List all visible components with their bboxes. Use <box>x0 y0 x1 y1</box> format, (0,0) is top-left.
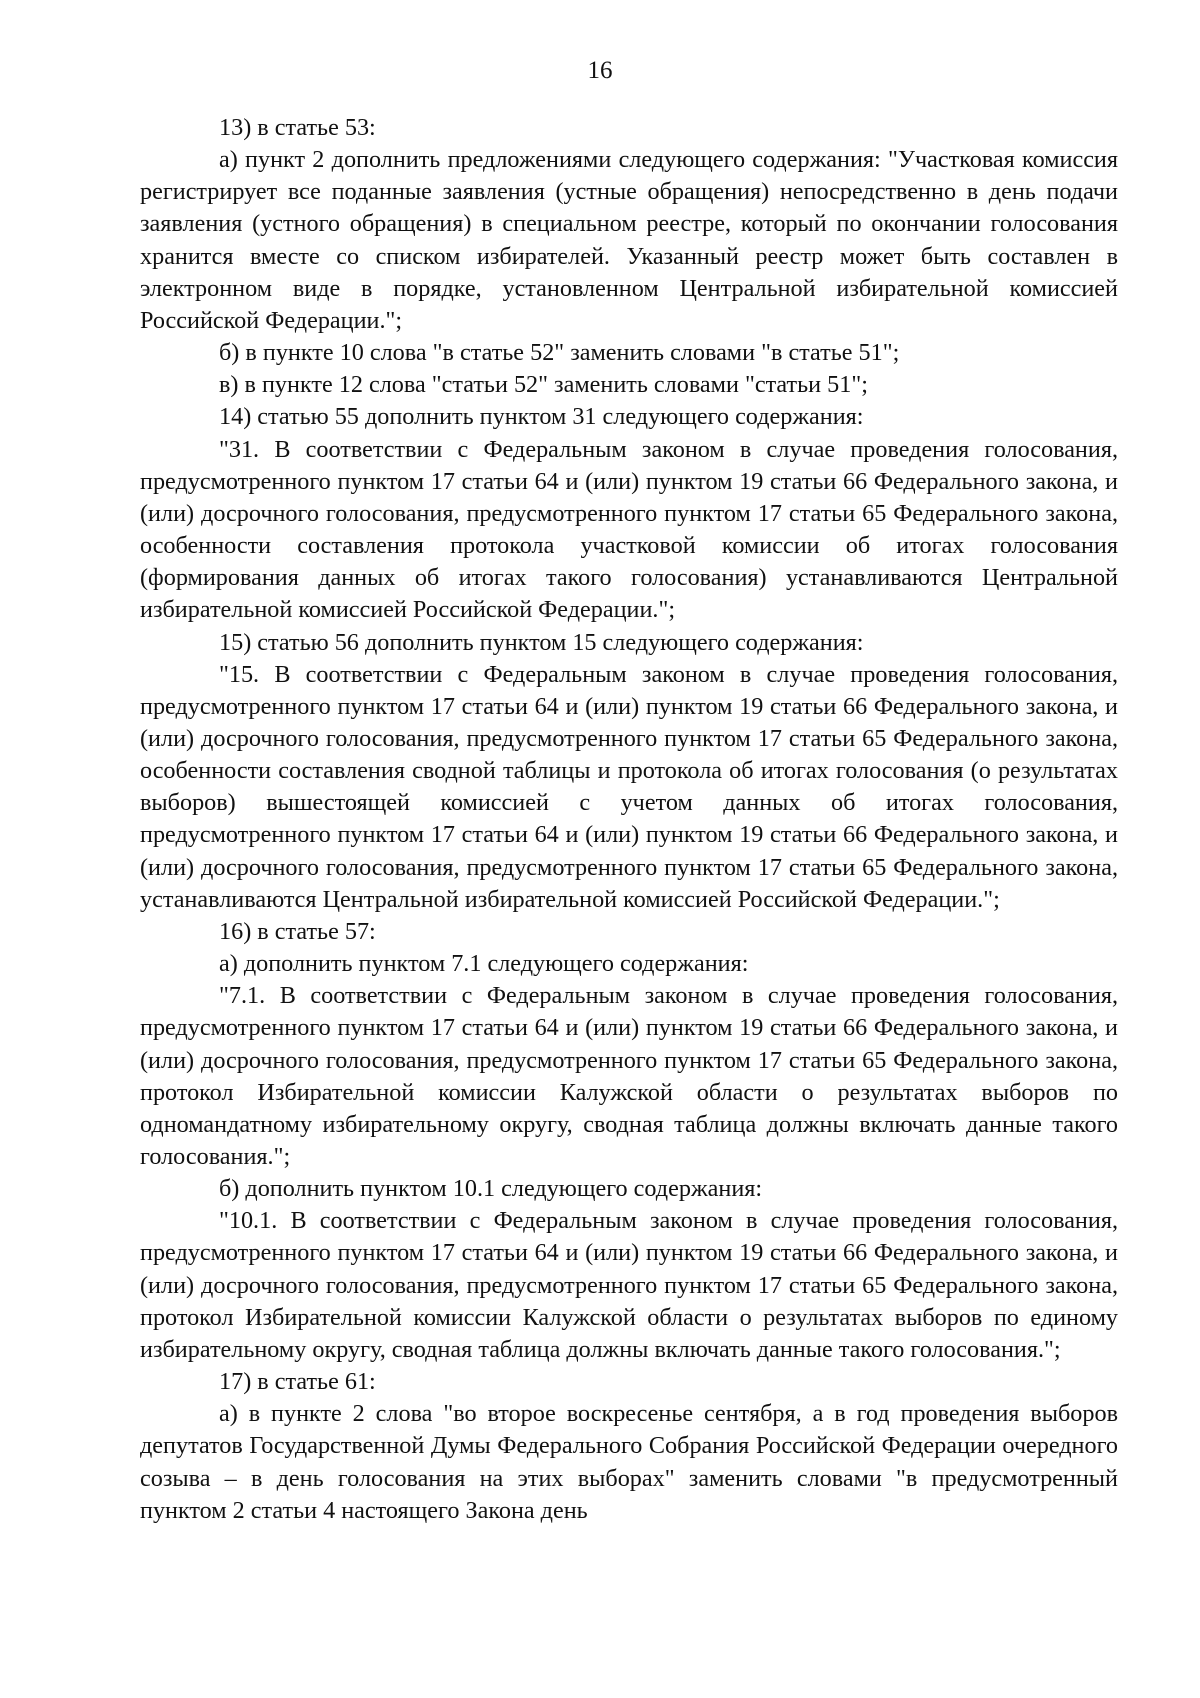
paragraph-article-53-heading: 13) в статье 53: <box>219 114 376 141</box>
paragraph-article-57-heading: 16) в статье 57: <box>219 917 376 945</box>
paragraph-article-57-item-a: а) дополнить пунктом 7.1 следующего содержания: <box>219 950 749 978</box>
paragraph-article-56-heading: 15) статью 56 дополнить пунктом 15 следующего содержания: <box>219 628 864 656</box>
paragraph-article-53-item-c: в) в пункте 12 слова "статьи 52" заменить словами "статьи 51"; <box>219 371 868 399</box>
paragraph-article-55-point-31: "31. В соответствии с Федеральным законом в случае проведения голосования, предусмотренного пунктом 17 статьи 64 и (или) пунктом 19 статьи 66 Федерального закона, и (или) досрочного голосования, предусмотренного пунктом 17 статьи 65 Федерального закона, особенности составления протокола участковой комиссии об итогах голосования (формирования данных об итогах такого голосования) устанавливаются Центральной избирательной комиссией Российской Федерации."; <box>140 435 1118 624</box>
page-number: 16 <box>587 57 613 84</box>
paragraph-article-61-item-a: а) в пункте 2 слова "во второе воскресенье сентября, а в год проведения выборов депутатов Государственной Думы Федерального Собрания Российской Федерации очередного созыва – в день голосования на этих выборах" заменить словами "в предусмотренный пунктом 2 статьи 4 настоящего Закона день <box>140 1400 1118 1524</box>
paragraph-article-53-item-b: б) в пункте 10 слова "в статье 52" заменить словами "в статье 51"; <box>219 339 900 367</box>
paragraph-article-57-point-7-1: "7.1. В соответствии с Федеральным законом в случае проведения голосования, предусмотренного пунктом 17 статьи 64 и (или) пунктом 19 статьи 66 Федерального закона, и (или) досрочного голосования, предусмотренного пунктом 17 статьи 65 Федерального закона, протокол Избирательной комиссии Калужской области о результатах выборов по одномандатному избирательному округу, сводная таблица должны включать данные такого голосования."; <box>140 982 1118 1170</box>
paragraph-article-56-point-15: "15. В соответствии с Федеральным законом в случае проведения голосования, предусмотренного пунктом 17 статьи 64 и (или) пунктом 19 статьи 66 Федерального закона, и (или) досрочного голосования, предусмотренного пунктом 17 статьи 65 Федерального закона, особенности составления сводной таблицы и протокола об итогах голосования (о результатах выборов) вышестоящей комиссией с учетом данных об итогах голосования, предусмотренного пунктом 17 статьи 64 и (или) пунктом 19 статьи 66 Федерального закона, и (или) досрочного голосования, предусмотренного пунктом 17 статьи 65 Федерального закона, устанавливаются Центральной избирательной комиссией Российской Федерации."; <box>140 660 1118 913</box>
paragraph-article-57-item-b: б) дополнить пунктом 10.1 следующего содержания: <box>219 1175 763 1203</box>
paragraph-article-61-heading: 17) в статье 61: <box>219 1368 376 1396</box>
paragraph-article-57-point-10-1: "10.1. В соответствии с Федеральным законом в случае проведения голосования, предусмотренного пунктом 17 статьи 64 и (или) пунктом 19 статьи 66 Федерального закона, и (или) досрочного голосования, предусмотренного пунктом 17 статьи 65 Федерального закона, протокол Избирательной комиссии Калужской области о результатах выборов по единому избирательному округу, сводная таблица должны включать данные такого голосования."; <box>140 1207 1118 1363</box>
document-body <box>140 112 1118 1527</box>
paragraph-article-53-item-a: а) пункт 2 дополнить предложениями следующего содержания: "Участковая комиссия регистрирует все поданные заявления (устные обращения) непосредственно в день подачи заявления (устного обращения) в специальном реестре, который по окончании голосования хранится вместе со списком избирателей. Указанный реестр может быть составлен в электронном виде в порядке, установленном Центральной избирательной комиссией Российской Федерации."; <box>140 146 1118 334</box>
paragraph-article-55-heading: 14) статью 55 дополнить пунктом 31 следующего содержания: <box>219 403 864 431</box>
